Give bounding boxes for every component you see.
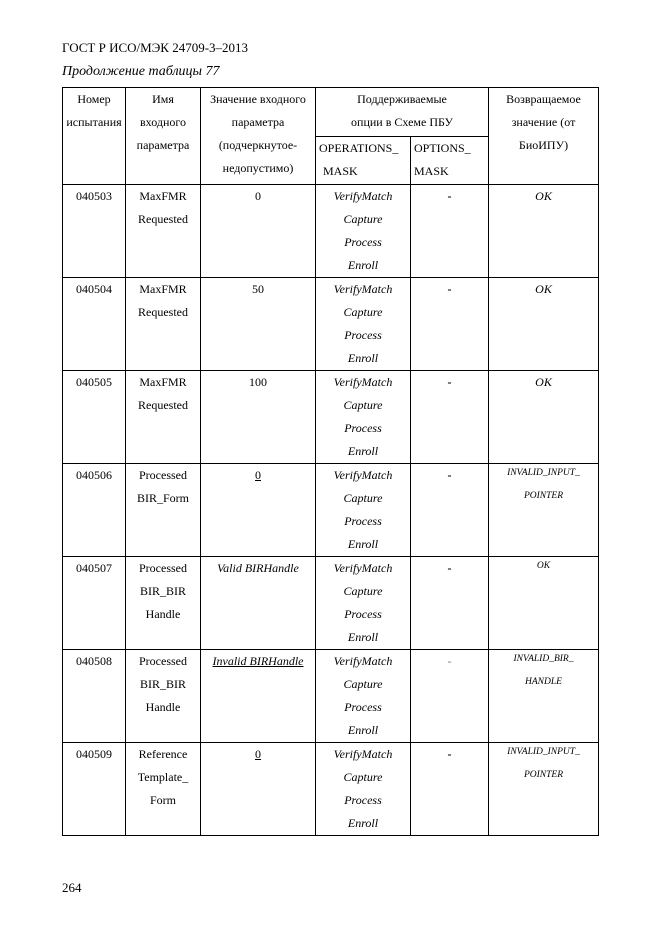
options-value: - <box>447 282 452 296</box>
return-value-line: POINTER <box>523 770 564 780</box>
operation-line: Process <box>344 235 382 249</box>
header-options-mask <box>411 137 489 185</box>
operation-line: Enroll <box>347 258 379 272</box>
operation-line: Capture <box>343 677 383 691</box>
param-name-cell <box>126 185 201 278</box>
table-caption: Продолжение таблицы 77 <box>62 64 220 79</box>
header-text: недопустимо) <box>222 161 294 175</box>
param-name-cell <box>126 557 201 650</box>
param-name-cell <box>126 464 201 557</box>
return-value: OK <box>535 189 552 203</box>
header-text: Поддерживаемые <box>357 92 447 106</box>
header-text: значение (от <box>511 115 576 129</box>
operation-line: Enroll <box>347 537 379 551</box>
return-value-cell <box>489 278 599 371</box>
param-value-cell <box>201 185 316 278</box>
operation-line: Capture <box>343 491 383 505</box>
operation-line: Capture <box>343 398 383 412</box>
param-name-line: MaxFMR <box>139 189 187 203</box>
operations-mask-cell <box>316 371 411 464</box>
return-value-cell <box>489 464 599 557</box>
operations-mask-cell <box>316 557 411 650</box>
operation-line: VerifyMatch <box>333 747 393 761</box>
operation-line: Process <box>344 514 382 528</box>
header-text: Номер <box>77 92 111 106</box>
options-mask-cell <box>411 371 489 464</box>
param-value-cell <box>201 371 316 464</box>
param-value: Valid BIRHandle <box>217 561 299 575</box>
test-number: 040507 <box>76 561 112 575</box>
return-value-line: INVALID_BIR_ <box>513 654 574 664</box>
return-value-cell <box>489 650 599 743</box>
param-name-line: Processed <box>139 561 187 575</box>
operation-line: VerifyMatch <box>333 561 393 575</box>
test-number-cell <box>63 371 126 464</box>
operation-line: Enroll <box>347 351 379 365</box>
param-value: 0 <box>255 468 261 482</box>
test-number: 040503 <box>76 189 112 203</box>
operation-line: Process <box>344 421 382 435</box>
test-number-cell <box>63 464 126 557</box>
test-number-cell <box>63 650 126 743</box>
options-value: - <box>447 654 452 668</box>
header-test-number <box>63 88 126 185</box>
param-name-line: MaxFMR <box>139 282 187 296</box>
table-row <box>63 371 599 464</box>
operation-line: Enroll <box>347 816 379 830</box>
operation-line: Enroll <box>347 444 379 458</box>
test-number-cell <box>63 743 126 836</box>
param-value: 50 <box>252 282 264 296</box>
operation-line: VerifyMatch <box>333 189 393 203</box>
header-text: параметра <box>231 115 285 129</box>
test-number: 040504 <box>76 282 112 296</box>
table-row <box>63 557 599 650</box>
operation-line: Enroll <box>347 630 379 644</box>
test-number: 040508 <box>76 654 112 668</box>
param-value-cell <box>201 557 316 650</box>
param-value: Invalid BIRHandle <box>212 654 304 668</box>
return-value-line: INVALID_INPUT_ <box>507 747 580 757</box>
operations-mask-cell <box>316 650 411 743</box>
param-name-line: BIR_BIR <box>139 677 186 691</box>
operation-line: Capture <box>343 212 383 226</box>
param-name-line: Handle <box>145 700 181 714</box>
param-name-cell <box>126 743 201 836</box>
header-supported-options <box>316 88 489 137</box>
return-value: OK <box>535 375 552 389</box>
test-table <box>62 87 599 836</box>
header-text: испытания <box>66 115 122 129</box>
options-mask-cell <box>411 557 489 650</box>
test-number-cell <box>63 185 126 278</box>
table-row <box>63 650 599 743</box>
operation-line: Capture <box>343 770 383 784</box>
return-value-line: INVALID_INPUT_ <box>507 468 580 478</box>
param-name-cell <box>126 371 201 464</box>
param-name-line: Requested <box>138 398 188 412</box>
options-value: - <box>447 747 452 761</box>
test-number-cell <box>63 278 126 371</box>
param-value-cell <box>201 278 316 371</box>
param-value: 0 <box>255 189 261 203</box>
table-body <box>63 185 599 836</box>
document-id: ГОСТ Р ИСО/МЭК 24709-3–2013 <box>62 40 249 55</box>
table-row <box>63 464 599 557</box>
param-name-cell <box>126 650 201 743</box>
param-value-cell <box>201 650 316 743</box>
operations-mask-cell <box>316 464 411 557</box>
param-name-line: Requested <box>138 212 188 226</box>
param-name-line: Processed <box>139 468 187 482</box>
test-number: 040506 <box>76 468 112 482</box>
param-name-line: BIR_BIR <box>139 584 186 598</box>
header-text: Возвращаемое <box>506 92 581 106</box>
param-name-line: Form <box>149 793 176 807</box>
options-mask-cell <box>411 464 489 557</box>
header-text: параметра <box>136 138 190 152</box>
param-value: 0 <box>255 747 261 761</box>
operation-line: Capture <box>343 305 383 319</box>
param-name-line: Processed <box>139 654 187 668</box>
options-value: - <box>447 561 452 575</box>
header-text: MASK <box>414 164 449 178</box>
table-row <box>63 185 599 278</box>
return-value: OK <box>535 282 552 296</box>
header-text: OPTIONS_ <box>414 141 471 155</box>
param-value-cell <box>201 464 316 557</box>
header-param-value <box>201 88 316 185</box>
return-value-cell <box>489 743 599 836</box>
param-value: 100 <box>249 375 267 389</box>
header-text: опции в Схеме ПБУ <box>351 115 453 129</box>
operation-line: VerifyMatch <box>333 282 393 296</box>
param-name-line: Handle <box>145 607 181 621</box>
operation-line: Process <box>344 607 382 621</box>
test-number: 040509 <box>76 747 112 761</box>
return-value-line: POINTER <box>523 491 564 501</box>
table-row <box>63 278 599 371</box>
options-mask-cell <box>411 278 489 371</box>
test-number: 040505 <box>76 375 112 389</box>
header-text: Значение входного <box>210 92 306 106</box>
param-name-line: Reference <box>138 747 188 761</box>
header-operations-mask <box>316 137 411 185</box>
header-return-value <box>489 88 599 185</box>
param-name-line: MaxFMR <box>139 375 187 389</box>
options-value: - <box>447 189 452 203</box>
header-text: входного <box>139 115 186 129</box>
test-number-cell <box>63 557 126 650</box>
header-param-name <box>126 88 201 185</box>
options-mask-cell <box>411 185 489 278</box>
return-value-cell <box>489 185 599 278</box>
operation-line: Process <box>344 793 382 807</box>
return-value-line: OK <box>536 561 551 571</box>
page-number: 264 <box>62 880 82 895</box>
operations-mask-cell <box>316 278 411 371</box>
return-value-line: HANDLE <box>525 677 562 687</box>
operations-mask-cell <box>316 185 411 278</box>
header-text: MASK <box>323 164 358 178</box>
operations-mask-cell <box>316 743 411 836</box>
options-mask-cell <box>411 743 489 836</box>
return-value-cell <box>489 557 599 650</box>
operation-line: Process <box>344 700 382 714</box>
options-value: - <box>447 375 452 389</box>
param-name-line: BIR_Form <box>136 491 189 505</box>
param-name-line: Requested <box>138 305 188 319</box>
table-row <box>63 743 599 836</box>
operation-line: VerifyMatch <box>333 375 393 389</box>
operation-line: VerifyMatch <box>333 468 393 482</box>
header-text: Имя <box>152 92 174 106</box>
header-text: OPERATIONS_ <box>319 141 399 155</box>
param-name-line: Template_ <box>137 770 189 784</box>
param-name-cell <box>126 278 201 371</box>
header-text: (подчеркнутое- <box>218 138 298 152</box>
operation-line: Process <box>344 328 382 342</box>
options-value: - <box>447 468 452 482</box>
param-value-cell <box>201 743 316 836</box>
header-text: БиоИПУ) <box>518 138 569 152</box>
options-mask-cell <box>411 650 489 743</box>
operation-line: Enroll <box>347 723 379 737</box>
operation-line: Capture <box>343 584 383 598</box>
operation-line: VerifyMatch <box>333 654 393 668</box>
return-value-cell <box>489 371 599 464</box>
